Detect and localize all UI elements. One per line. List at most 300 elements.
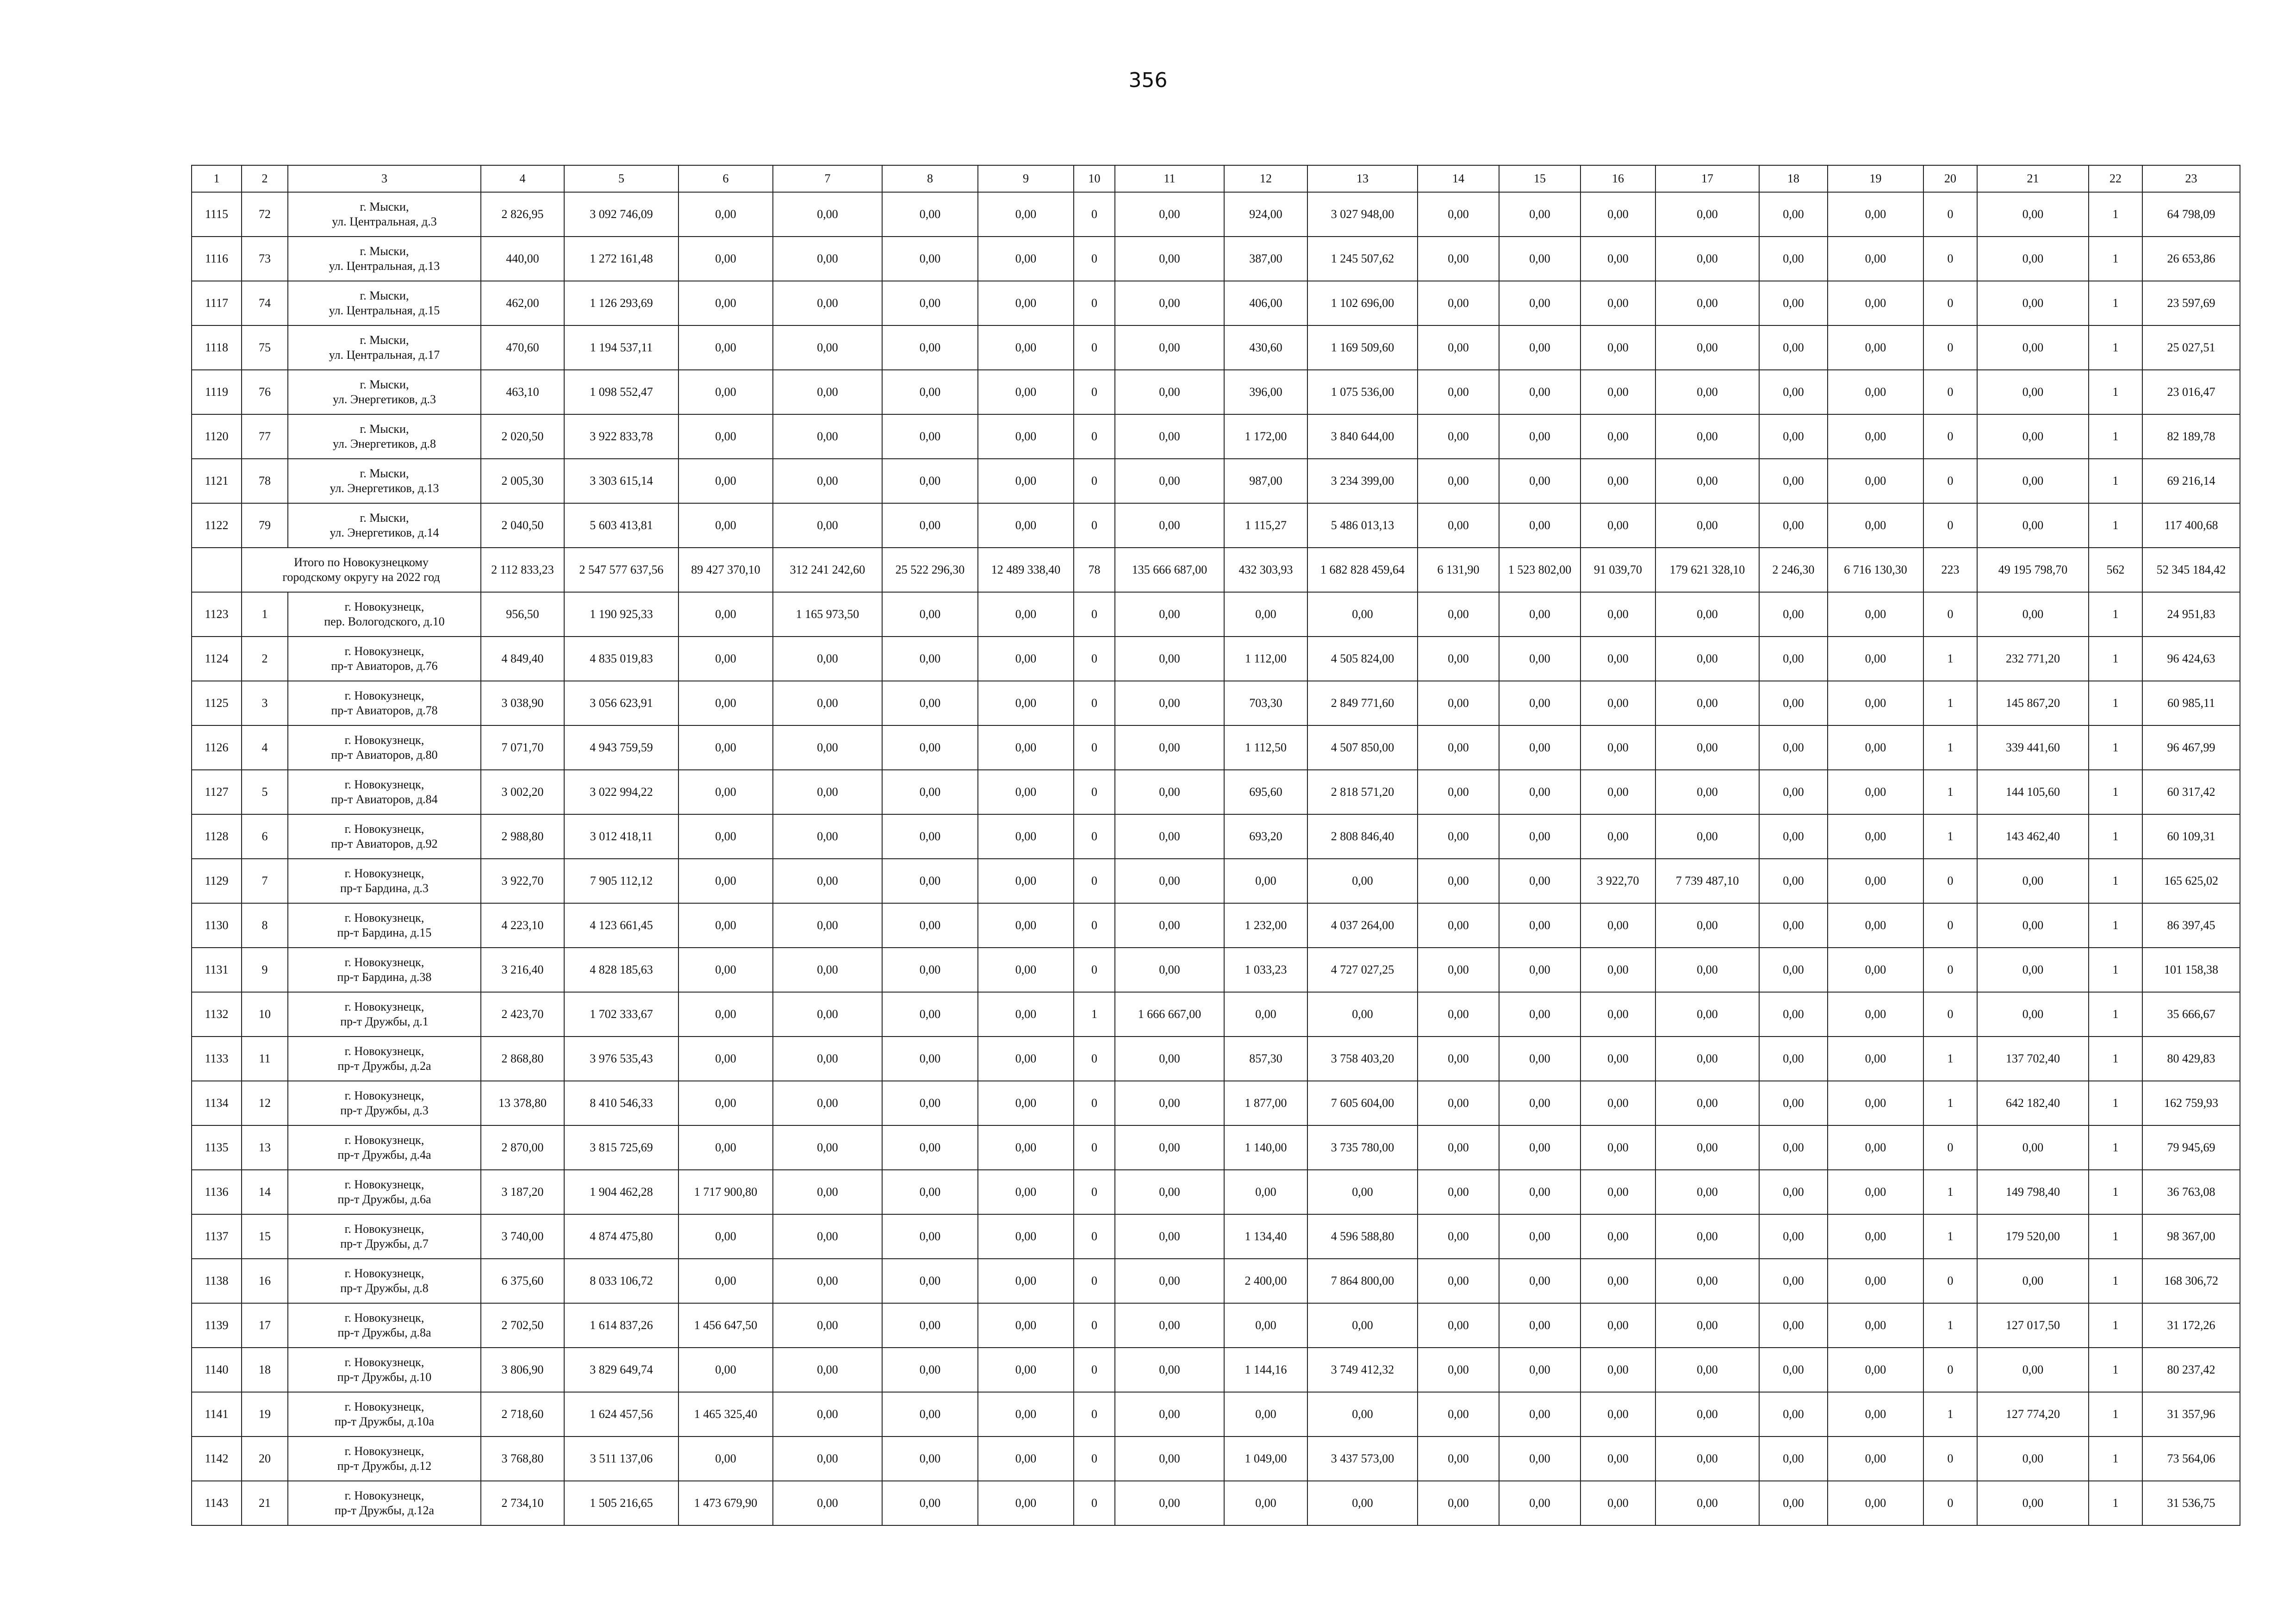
row-id-cell: 1117: [192, 281, 242, 325]
value-cell: 0,00: [1759, 192, 1828, 237]
value-cell: 0,00: [1418, 1303, 1499, 1348]
address-city: г. Новокузнецк,: [344, 1444, 424, 1458]
value-cell: 0,00: [1759, 1348, 1828, 1392]
table-row: [192, 1170, 2240, 1214]
value-cell: 0,00: [1828, 1259, 1923, 1303]
address-cell: [288, 1081, 481, 1125]
value-cell: 0,00: [773, 681, 882, 725]
value-cell: 0,00: [773, 859, 882, 903]
value-cell: 0,00: [882, 1259, 978, 1303]
address-city: г. Мыски,: [360, 333, 409, 347]
value-cell: 430,60: [1224, 325, 1307, 370]
value-cell: 0: [1074, 1437, 1115, 1481]
value-cell: 0,00: [1655, 637, 1759, 681]
value-cell: 0,00: [1977, 1481, 2089, 1525]
value-cell: 0,00: [1655, 1259, 1759, 1303]
value-cell: 0,00: [1759, 503, 1828, 548]
row-number-cell: 14: [242, 1170, 288, 1214]
row-number-cell: 7: [242, 859, 288, 903]
value-cell: 0,00: [1759, 725, 1828, 770]
address-street: пр-т Бардина, д.15: [337, 926, 432, 939]
column-header: 10: [1074, 165, 1115, 192]
value-cell: 0,00: [1115, 370, 1224, 414]
value-cell: 0,00: [1828, 281, 1923, 325]
address-cell: [288, 1037, 481, 1081]
address-city: г. Новокузнецк,: [344, 1178, 424, 1191]
value-cell: 0,00: [1115, 1125, 1224, 1170]
value-cell: 179 520,00: [1977, 1214, 2089, 1259]
value-cell: 0: [1923, 370, 1977, 414]
row-number-cell: 10: [242, 992, 288, 1037]
value-cell: 7 864 800,00: [1307, 1259, 1418, 1303]
row-number-cell: 20: [242, 1437, 288, 1481]
value-cell: 463,10: [481, 370, 564, 414]
address-cell: [288, 681, 481, 725]
value-cell: 0,00: [1307, 1170, 1418, 1214]
value-cell: 0,00: [882, 992, 978, 1037]
value-cell: 96 424,63: [2142, 637, 2240, 681]
address-cell: [288, 1392, 481, 1437]
value-cell: 987,00: [1224, 459, 1307, 503]
value-cell: 396,00: [1224, 370, 1307, 414]
value-cell: 0,00: [773, 1214, 882, 1259]
value-cell: 0,00: [882, 770, 978, 814]
value-cell: 0,00: [1828, 192, 1923, 237]
value-cell: 0,00: [1115, 281, 1224, 325]
value-cell: 0: [1074, 503, 1115, 548]
value-cell: 0,00: [678, 725, 773, 770]
row-id-cell: 1115: [192, 192, 242, 237]
value-cell: 0,00: [773, 1437, 882, 1481]
value-cell: 0,00: [1580, 770, 1655, 814]
address-cell: [288, 1481, 481, 1525]
address-city: г. Новокузнецк,: [344, 644, 424, 658]
value-cell: 4 223,10: [481, 903, 564, 948]
value-cell: 470,60: [481, 325, 564, 370]
table-row: [192, 592, 2240, 637]
value-cell: 0: [1074, 859, 1115, 903]
value-cell: 0,00: [882, 948, 978, 992]
value-cell: 2 005,30: [481, 459, 564, 503]
value-cell: 69 216,14: [2142, 459, 2240, 503]
value-cell: 60 985,11: [2142, 681, 2240, 725]
value-cell: 0,00: [882, 192, 978, 237]
value-cell: 7 605 604,00: [1307, 1081, 1418, 1125]
value-cell: 4 123 661,45: [564, 903, 678, 948]
value-cell: 0: [1923, 1348, 1977, 1392]
row-number-cell: 13: [242, 1125, 288, 1170]
address-city: г. Мыски,: [360, 289, 409, 302]
address-cell: [288, 770, 481, 814]
value-cell: 1: [1923, 1081, 1977, 1125]
total-value-cell: 1 682 828 459,64: [1307, 548, 1418, 592]
address-city: г. Новокузнецк,: [344, 1355, 424, 1369]
value-cell: 0,00: [1418, 725, 1499, 770]
value-cell: 145 867,20: [1977, 681, 2089, 725]
total-value-cell: 89 427 370,10: [678, 548, 773, 592]
value-cell: 3 437 573,00: [1307, 1437, 1418, 1481]
table-row: [192, 814, 2240, 859]
value-cell: 1 194 537,11: [564, 325, 678, 370]
value-cell: 0,00: [882, 325, 978, 370]
value-cell: 0,00: [1655, 948, 1759, 992]
value-cell: 3 012 418,11: [564, 814, 678, 859]
address-city: г. Мыски,: [360, 511, 409, 525]
value-cell: 1 465 325,40: [678, 1392, 773, 1437]
value-cell: 0,00: [1759, 814, 1828, 859]
value-cell: 79 945,69: [2142, 1125, 2240, 1170]
value-cell: 7 071,70: [481, 725, 564, 770]
value-cell: 25 027,51: [2142, 325, 2240, 370]
address-street: пр-т Дружбы, д.8а: [337, 1326, 431, 1339]
value-cell: 0: [1074, 237, 1115, 281]
value-cell: 0: [1923, 903, 1977, 948]
value-cell: 0,00: [1499, 192, 1580, 237]
value-cell: 0,00: [882, 637, 978, 681]
value-cell: 0,00: [1977, 192, 2089, 237]
value-cell: 0: [1074, 370, 1115, 414]
value-cell: 0: [1074, 281, 1115, 325]
address-cell: [288, 1259, 481, 1303]
value-cell: 5 486 013,13: [1307, 503, 1418, 548]
row-id-cell: 1129: [192, 859, 242, 903]
table-row: [192, 1348, 2240, 1392]
value-cell: 3 216,40: [481, 948, 564, 992]
value-cell: 0,00: [1115, 725, 1224, 770]
value-cell: 0,00: [773, 903, 882, 948]
address-city: г. Мыски,: [360, 467, 409, 480]
value-cell: 0,00: [773, 1481, 882, 1525]
value-cell: 1: [2089, 1214, 2142, 1259]
value-cell: 1: [2089, 192, 2142, 237]
table-row: [192, 948, 2240, 992]
row-number-cell: 75: [242, 325, 288, 370]
value-cell: 36 763,08: [2142, 1170, 2240, 1214]
row-number-cell: 3: [242, 681, 288, 725]
value-cell: 0,00: [978, 414, 1074, 459]
table-row: [192, 1259, 2240, 1303]
row-id-cell: 1123: [192, 592, 242, 637]
value-cell: 0,00: [1977, 1348, 2089, 1392]
value-cell: 0,00: [1307, 592, 1418, 637]
value-cell: 0,00: [1418, 637, 1499, 681]
value-cell: 6 375,60: [481, 1259, 564, 1303]
value-cell: 0,00: [1828, 1125, 1923, 1170]
value-cell: 1 877,00: [1224, 1081, 1307, 1125]
value-cell: 4 849,40: [481, 637, 564, 681]
value-cell: 339 441,60: [1977, 725, 2089, 770]
value-cell: 0,00: [882, 1037, 978, 1081]
value-cell: 0,00: [1977, 1125, 2089, 1170]
total-label-line: Итого по Новокузнецкому: [294, 556, 429, 569]
column-header: 13: [1307, 165, 1418, 192]
value-cell: 0,00: [1655, 770, 1759, 814]
value-cell: 0,00: [1977, 325, 2089, 370]
value-cell: 0,00: [978, 725, 1074, 770]
address-cell: [288, 192, 481, 237]
row-number-cell: 21: [242, 1481, 288, 1525]
table-row: [192, 725, 2240, 770]
value-cell: 0,00: [1655, 1481, 1759, 1525]
table-row: [192, 1125, 2240, 1170]
value-cell: 1 075 536,00: [1307, 370, 1418, 414]
value-cell: 4 727 027,25: [1307, 948, 1418, 992]
row-number-cell: 73: [242, 237, 288, 281]
value-cell: 0,00: [1828, 948, 1923, 992]
address-street: пр-т Авиаторов, д.76: [331, 659, 438, 673]
address-street: ул. Энергетиков, д.13: [330, 481, 439, 495]
value-cell: 0,00: [882, 1214, 978, 1259]
row-id-cell: 1125: [192, 681, 242, 725]
value-cell: 0,00: [1977, 1437, 2089, 1481]
value-cell: 80 237,42: [2142, 1348, 2240, 1392]
value-cell: 0,00: [1580, 370, 1655, 414]
value-cell: 0,00: [678, 414, 773, 459]
value-cell: 2 040,50: [481, 503, 564, 548]
value-cell: 0,00: [1655, 1170, 1759, 1214]
value-cell: 0,00: [1759, 459, 1828, 503]
value-cell: 0,00: [1115, 1481, 1224, 1525]
value-cell: 0,00: [1655, 281, 1759, 325]
value-cell: 0,00: [678, 459, 773, 503]
value-cell: 0,00: [1655, 503, 1759, 548]
value-cell: 0,00: [978, 1081, 1074, 1125]
value-cell: 0,00: [1580, 1481, 1655, 1525]
value-cell: 0,00: [1655, 1437, 1759, 1481]
value-cell: 31 536,75: [2142, 1481, 2240, 1525]
value-cell: 4 507 850,00: [1307, 725, 1418, 770]
column-header: 4: [481, 165, 564, 192]
value-cell: 0,00: [1224, 1170, 1307, 1214]
address-cell: [288, 1437, 481, 1481]
value-cell: 60 109,31: [2142, 814, 2240, 859]
value-cell: 0,00: [978, 637, 1074, 681]
column-header: 16: [1580, 165, 1655, 192]
address-cell: [288, 592, 481, 637]
value-cell: 0,00: [1115, 414, 1224, 459]
value-cell: 0,00: [1828, 1392, 1923, 1437]
value-cell: 1: [2089, 1392, 2142, 1437]
value-cell: 0,00: [1499, 237, 1580, 281]
value-cell: 0,00: [1499, 948, 1580, 992]
value-cell: 0: [1074, 1125, 1115, 1170]
value-cell: 0,00: [882, 414, 978, 459]
address-city: г. Новокузнецк,: [344, 1267, 424, 1280]
value-cell: 0,00: [1418, 814, 1499, 859]
value-cell: 0,00: [1418, 370, 1499, 414]
value-cell: 1: [2089, 681, 2142, 725]
value-cell: 0,00: [773, 725, 882, 770]
address-street: пр-т Дружбы, д.12а: [334, 1504, 435, 1517]
row-number-cell: 72: [242, 192, 288, 237]
value-cell: 693,20: [1224, 814, 1307, 859]
value-cell: 0,00: [1580, 325, 1655, 370]
value-cell: 0,00: [1499, 459, 1580, 503]
value-cell: 0,00: [1655, 592, 1759, 637]
value-cell: 0,00: [1418, 859, 1499, 903]
value-cell: 0,00: [1977, 992, 2089, 1037]
value-cell: 0,00: [1977, 237, 2089, 281]
value-cell: 0,00: [978, 770, 1074, 814]
value-cell: 0: [1074, 770, 1115, 814]
value-cell: 1: [1923, 770, 1977, 814]
value-cell: 0,00: [773, 1348, 882, 1392]
value-cell: 0,00: [1759, 1481, 1828, 1525]
value-cell: 1: [1923, 1170, 1977, 1214]
value-cell: 695,60: [1224, 770, 1307, 814]
value-cell: 0,00: [678, 1125, 773, 1170]
value-cell: 0,00: [1655, 1037, 1759, 1081]
value-cell: 8 410 546,33: [564, 1081, 678, 1125]
value-cell: 0,00: [978, 948, 1074, 992]
address-city: г. Новокузнецк,: [344, 1089, 424, 1102]
value-cell: 0,00: [1499, 725, 1580, 770]
row-id-cell: 1131: [192, 948, 242, 992]
value-cell: 0,00: [978, 281, 1074, 325]
empty-cell: [192, 548, 242, 592]
value-cell: 0,00: [1759, 1081, 1828, 1125]
value-cell: 0: [1074, 1081, 1115, 1125]
value-cell: 1: [1923, 1037, 1977, 1081]
value-cell: 0,00: [1499, 1214, 1580, 1259]
value-cell: 0,00: [1759, 1259, 1828, 1303]
value-cell: 0,00: [882, 370, 978, 414]
address-cell: [288, 1170, 481, 1214]
value-cell: 0,00: [1499, 992, 1580, 1037]
value-cell: 0,00: [773, 814, 882, 859]
value-cell: 0,00: [1580, 281, 1655, 325]
value-cell: 0,00: [1828, 814, 1923, 859]
value-cell: 0,00: [1418, 770, 1499, 814]
address-city: г. Новокузнецк,: [344, 822, 424, 836]
value-cell: 0: [1074, 1259, 1115, 1303]
address-city: г. Новокузнецк,: [344, 1489, 424, 1502]
value-cell: 0,00: [1418, 592, 1499, 637]
value-cell: 0,00: [678, 637, 773, 681]
value-cell: 1 144,16: [1224, 1348, 1307, 1392]
value-cell: 0: [1074, 1303, 1115, 1348]
value-cell: 0,00: [978, 1170, 1074, 1214]
value-cell: 0: [1923, 503, 1977, 548]
value-cell: 0,00: [978, 370, 1074, 414]
value-cell: 0,00: [1418, 1081, 1499, 1125]
address-cell: [288, 948, 481, 992]
address-city: г. Новокузнецк,: [344, 733, 424, 747]
value-cell: 0,00: [1828, 1481, 1923, 1525]
value-cell: 406,00: [1224, 281, 1307, 325]
value-cell: 144 105,60: [1977, 770, 2089, 814]
value-cell: 0,00: [882, 814, 978, 859]
row-id-cell: 1139: [192, 1303, 242, 1348]
table-row: [192, 1437, 2240, 1481]
value-cell: 0,00: [678, 1214, 773, 1259]
value-cell: 1 272 161,48: [564, 237, 678, 281]
row-id-cell: 1126: [192, 725, 242, 770]
value-cell: 0,00: [1418, 503, 1499, 548]
address-street: пр-т Авиаторов, д.80: [331, 748, 438, 762]
value-cell: 1 232,00: [1224, 903, 1307, 948]
address-street: ул. Энергетиков, д.14: [330, 526, 439, 539]
value-cell: 2 988,80: [481, 814, 564, 859]
address-cell: [288, 1214, 481, 1259]
value-cell: 0,00: [1828, 592, 1923, 637]
value-cell: 0,00: [1828, 1037, 1923, 1081]
value-cell: 0,00: [1418, 948, 1499, 992]
value-cell: 1: [2089, 814, 2142, 859]
address-street: пр-т Дружбы, д.8: [340, 1281, 429, 1295]
value-cell: 0,00: [882, 681, 978, 725]
column-header: 22: [2089, 165, 2142, 192]
value-cell: 0,00: [978, 237, 1074, 281]
value-cell: 0,00: [678, 192, 773, 237]
value-cell: 4 835 019,83: [564, 637, 678, 681]
value-cell: 0,00: [1418, 1437, 1499, 1481]
total-value-cell: 2 112 833,23: [481, 548, 564, 592]
value-cell: 24 951,83: [2142, 592, 2240, 637]
address-street: ул. Энергетиков, д.8: [333, 437, 436, 450]
value-cell: 117 400,68: [2142, 503, 2240, 548]
value-cell: 0,00: [1580, 681, 1655, 725]
value-cell: 1 172,00: [1224, 414, 1307, 459]
value-cell: 1: [2089, 1170, 2142, 1214]
value-cell: 0,00: [1115, 1348, 1224, 1392]
value-cell: 0,00: [978, 992, 1074, 1037]
value-cell: 0,00: [1977, 503, 2089, 548]
column-header: 9: [978, 165, 1074, 192]
row-id-cell: 1138: [192, 1259, 242, 1303]
value-cell: 0,00: [773, 281, 882, 325]
total-value-cell: 179 621 328,10: [1655, 548, 1759, 592]
value-cell: 3 234 399,00: [1307, 459, 1418, 503]
value-cell: 0,00: [882, 903, 978, 948]
address-city: г. Новокузнецк,: [344, 1311, 424, 1324]
address-city: г. Новокузнецк,: [344, 778, 424, 791]
total-label-cell: [242, 548, 481, 592]
value-cell: 96 467,99: [2142, 725, 2240, 770]
total-value-cell: 91 039,70: [1580, 548, 1655, 592]
table-row: [192, 1037, 2240, 1081]
row-number-cell: 8: [242, 903, 288, 948]
value-cell: 0,00: [1977, 281, 2089, 325]
value-cell: 1: [2089, 592, 2142, 637]
value-cell: 0: [1923, 192, 1977, 237]
value-cell: 3 056 623,91: [564, 681, 678, 725]
value-cell: 0,00: [1580, 1081, 1655, 1125]
value-cell: 0,00: [1580, 1259, 1655, 1303]
value-cell: 0,00: [882, 237, 978, 281]
value-cell: 0,00: [882, 1348, 978, 1392]
value-cell: 0,00: [678, 237, 773, 281]
value-cell: 0,00: [1655, 370, 1759, 414]
value-cell: 0,00: [1759, 1303, 1828, 1348]
value-cell: 0,00: [1655, 681, 1759, 725]
row-number-cell: 19: [242, 1392, 288, 1437]
value-cell: 0,00: [1418, 414, 1499, 459]
value-cell: 1: [2089, 281, 2142, 325]
value-cell: 3 511 137,06: [564, 1437, 678, 1481]
value-cell: 3 768,80: [481, 1437, 564, 1481]
value-cell: 0,00: [1418, 1392, 1499, 1437]
value-cell: 0,00: [1828, 903, 1923, 948]
value-cell: 0: [1923, 281, 1977, 325]
value-cell: 3 922 833,78: [564, 414, 678, 459]
address-cell: [288, 637, 481, 681]
value-cell: 127 017,50: [1977, 1303, 2089, 1348]
value-cell: 3 749 412,32: [1307, 1348, 1418, 1392]
table-row: [192, 770, 2240, 814]
value-cell: 0,00: [1655, 1125, 1759, 1170]
column-header: 1: [192, 165, 242, 192]
